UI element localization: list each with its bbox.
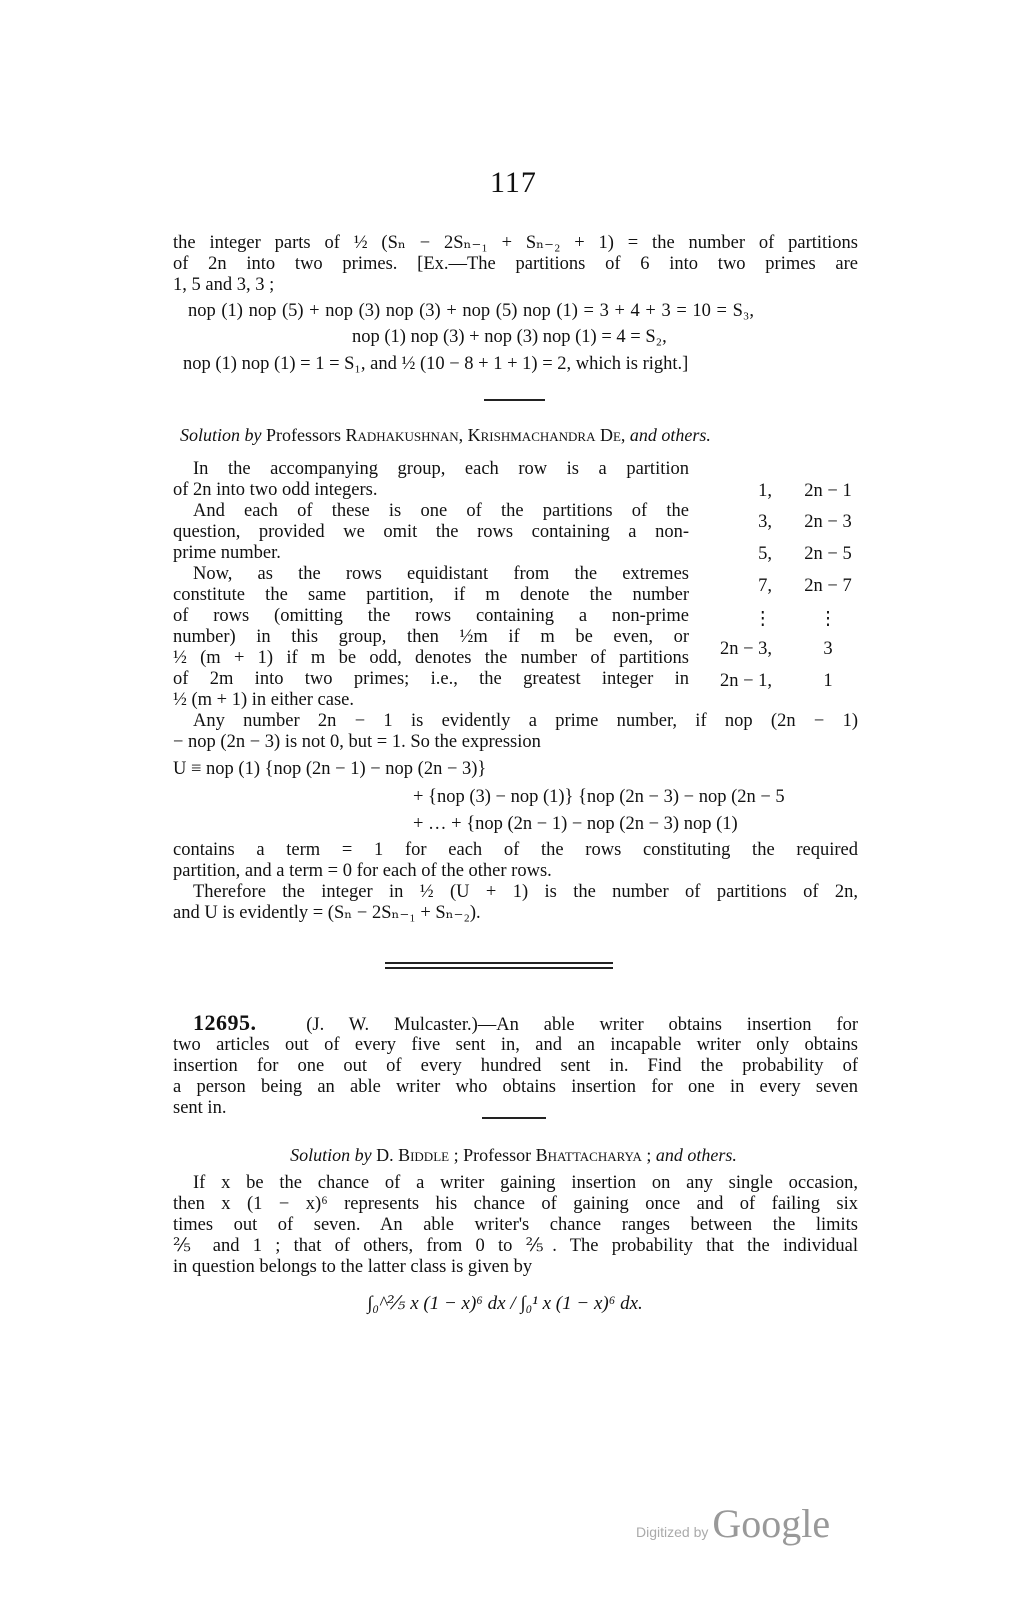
text-line: number) in this group, then ½m if m be even, or [173,627,689,647]
question-body [173,1035,858,1119]
partition-first-part: 1, [758,481,772,501]
heading-suffix: and others. [629,425,711,445]
solution-conclusion [173,840,858,924]
partition-row [720,544,865,566]
prime-condition-text [173,711,858,753]
expression-line-3: + … + {nop (2n − 1) − nop (2n − 3) nop (1) [413,814,738,834]
intro-paragraph [173,233,858,296]
solution-2-text [173,1173,858,1278]
text-line: ⅖ and 1 ; that of others, from 0 to ⅖. The probability that the individual [173,1236,858,1256]
equation-s2: nop (1) nop (3) + nop (3) nop (1) = 4 = S₂, [352,327,667,347]
text-line: of 2n into two primes. [Ex.—The partitions of 6 into two primes are [173,254,858,274]
text-line: partition, and a term = 0 for each of the other rows. [173,861,552,881]
solution-column-text [173,459,689,711]
solution-heading [180,425,711,446]
integral-expression: ∫₀^⅖ x (1 − x)⁶ dx / ∫₀¹ x (1 − x)⁶ dx. [367,1293,643,1314]
section-divider [482,1117,546,1119]
partition-second-part: 2n − 1 [804,481,852,501]
partition-first-part: 3, [758,512,772,532]
partition-second-part: 2n − 5 [804,544,852,564]
text-line: 1, 5 and 3, 3 ; [173,275,275,295]
heading-author-2: Krishmachandra De [467,425,621,445]
text-line: in question belongs to the latter class is given by [173,1257,533,1277]
expression-line-1: U ≡ nop (1) {nop (2n − 1) − nop (2n − 3)} [173,759,487,779]
heading-prefix: Solution by [180,425,262,445]
equation-s1: nop (1) nop (1) = 1 = S₁, and ½ (10 − 8 + 1 + 1) = 2, which is right.] [183,354,689,374]
expression-line-2: + {nop (3) − nop (1)} {nop (2n − 3) − nop (2n − 5 [413,787,785,807]
partition-second-part: 2n − 7 [804,576,852,596]
text-line: of 2n into two odd integers. [173,480,378,500]
text-line: And each of these is one of the partitions of the [193,501,689,521]
text-line: In the accompanying group, each row is a partition [193,459,689,479]
heading-separator: ; Professor [449,1145,536,1165]
double-rule-bottom [385,967,613,969]
text-line: of 2m into two primes; i.e., the greatest integer in [173,669,689,689]
question-12695 [173,1012,858,1119]
text-line: constitute the same partition, if m denote the number [173,585,689,605]
section-divider [484,399,545,401]
partition-second-part: 1 [823,671,833,691]
text-line: Any number 2n − 1 is evidently a prime number, if nop (2n − 1) [193,711,858,731]
text-line: then x (1 − x)⁶ represents his chance of gaining once and of failing six [173,1194,858,1214]
double-rule-top [385,962,613,964]
text-line: ½ (m + 1) in either case. [173,690,354,710]
partition-row [720,576,865,598]
equation-s3: nop (1) nop (5) + nop (3) nop (3) + nop (5) nop (1) = 3 + 4 + 3 = 10 = S₃, [188,301,754,321]
text-line: ½ (m + 1) if m be odd, denotes the number of partitions [173,648,689,668]
question-author-line: (J. W. Mulcaster.)—An able writer obtains insertion for [306,1015,858,1035]
text-line: sent in. [173,1098,227,1118]
heading-separator: , [620,425,630,445]
partition-first-part: 5, [758,544,772,564]
partition-second-part: ⋮ [818,609,838,629]
heading-suffix: and others. [655,1145,737,1165]
text-line: Now, as the rows equidistant from the extremes [193,564,689,584]
heading-prefix: Solution by [290,1145,372,1165]
solution-heading [0,1145,1027,1166]
question-first-line [173,1012,858,1035]
text-line: − nop (2n − 3) is not 0, but = 1. So the expression [173,732,541,752]
heading-author-2: Bhattacharya [535,1145,642,1165]
partition-first-part: 7, [758,576,772,596]
partition-second-part: 2n − 3 [804,512,852,532]
digitized-by-label: Digitized by [636,1524,709,1540]
heading-author-1: Radhakushnan [345,425,459,445]
heading-author-1: D. Biddle [371,1145,450,1165]
partition-first-part: ⋮ [753,609,772,629]
text-line: times out of seven. An able writer's chance ranges between the limits [173,1215,858,1235]
partition-first-part: 2n − 1, [719,671,772,691]
text-line: insertion for one out of every hundred sent in. Find the probability of [173,1056,858,1076]
text-line: a person being an able writer who obtains insertion for one in every seven [173,1077,858,1097]
question-number: 12695. [193,1012,257,1035]
partition-first-part: 2n − 3, [719,639,772,659]
text-line: and U is evidently = (Sₙ − 2Sₙ₋₁ + Sₙ₋₂). [173,903,481,923]
heading-separator: , [458,425,468,445]
text-line: If x be the chance of a writer gaining insertion on any single occasion, [193,1173,858,1193]
text-line: of rows (omitting the rows containing a non-prime [173,606,689,626]
partition-row [720,481,865,503]
text-line: two articles out of every five sent in, and an incapable writer only obtains [173,1035,858,1055]
google-logo: Google [712,1501,831,1546]
partition-row [720,608,865,630]
google-watermark [636,1500,830,1547]
text-line: question, provided we omit the rows containing a non- [173,522,689,542]
partition-row [720,639,865,661]
text-line: prime number. [173,543,281,563]
text-line: Therefore the integer in ½ (U + 1) is the number of partitions of 2n, [193,882,858,902]
page-number: 117 [490,166,537,199]
heading-separator: ; [641,1145,656,1165]
text-line: the integer parts of ½ (Sₙ − 2Sₙ₋₁ + Sₙ₋₂ + 1) = the number of partitions [173,233,858,253]
partition-row [720,512,865,534]
partition-second-part: 3 [823,639,833,659]
partition-row [720,671,865,693]
text-line: contains a term = 1 for each of the rows constituting the required [173,840,858,860]
heading-title: Professors [261,425,346,445]
